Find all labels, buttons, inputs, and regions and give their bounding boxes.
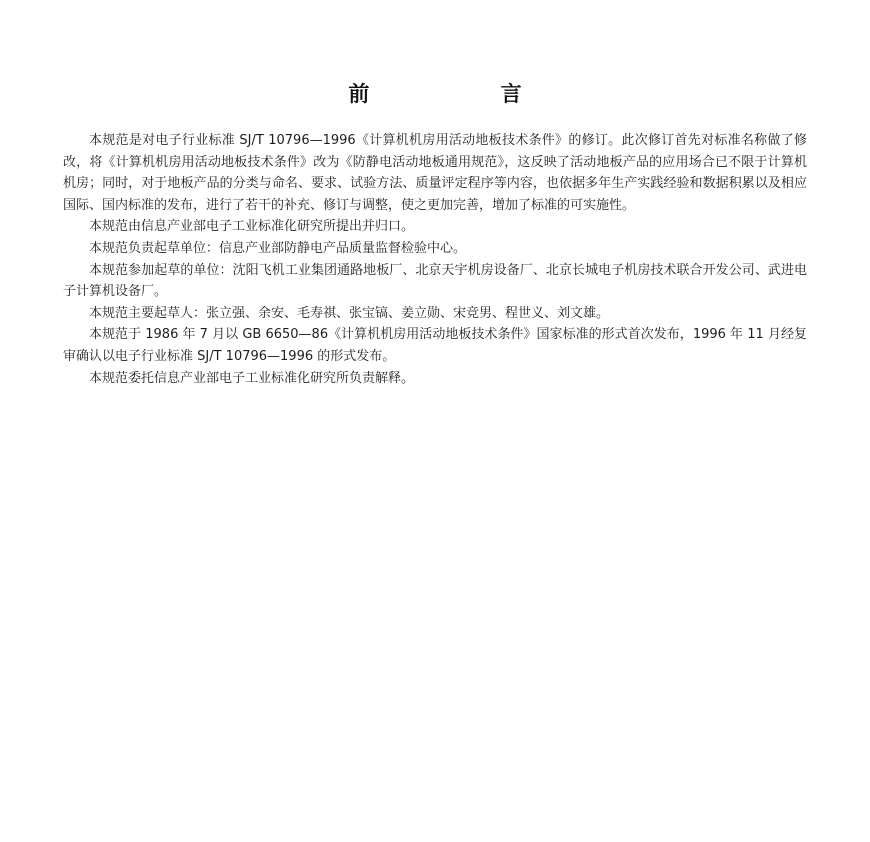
paragraph-publication-history: 本规范于 1986 年 7 月以 GB 6650—86《计算机机房用活动地板技术条件》国家标准的形式首次发布，1996 年 11 月经复审确认以电子行业标准 SJ/T 10796—1996 的形式发布。 (63, 327, 807, 364)
page-title: 前 言 (348, 82, 584, 106)
paragraph-revision-note: 本规范是对电子行业标准 SJ/T 10796—1996《计算机机房用活动地板技术条件》的修订。此次修订首先对标准名称做了修改，将《计算机机房用活动地板技术条件》改为《防静电活动地板通用规范》，这反映了活动地板产品的应用场合已不限于计算机机房；同时，对于地板产品的分类与命名、要求、试验方法、质量评定程序等内容，也依据多年生产实践经验和数据积累以及相应国际、国内标准的发布，进行了若干的补充、修订与调整，使之更加完善，增加了标准的可实施性。 (63, 133, 807, 213)
foreword-body (63, 130, 807, 389)
paragraph-interpretation: 本规范委托信息产业部电子工业标准化研究所负责解释。 (89, 370, 415, 386)
paragraph-proposer: 本规范由信息产业部电子工业标准化研究所提出并归口。 (89, 219, 415, 235)
paragraph-participating-units: 本规范参加起草的单位：沈阳飞机工业集团通路地板厂、北京天宇机房设备厂、北京长城电子机房技术联合开发公司、武进电子计算机设备厂。 (63, 262, 807, 300)
paragraph-main-drafters: 本规范主要起草人：张立强、余安、毛寿祺、张宝镐、姜立勋、宋竞男、程世义、刘文雄。 (89, 305, 610, 321)
paragraph-lead-drafter: 本规范负责起草单位：信息产业部防静电产品质量监督检验中心。 (89, 240, 467, 256)
